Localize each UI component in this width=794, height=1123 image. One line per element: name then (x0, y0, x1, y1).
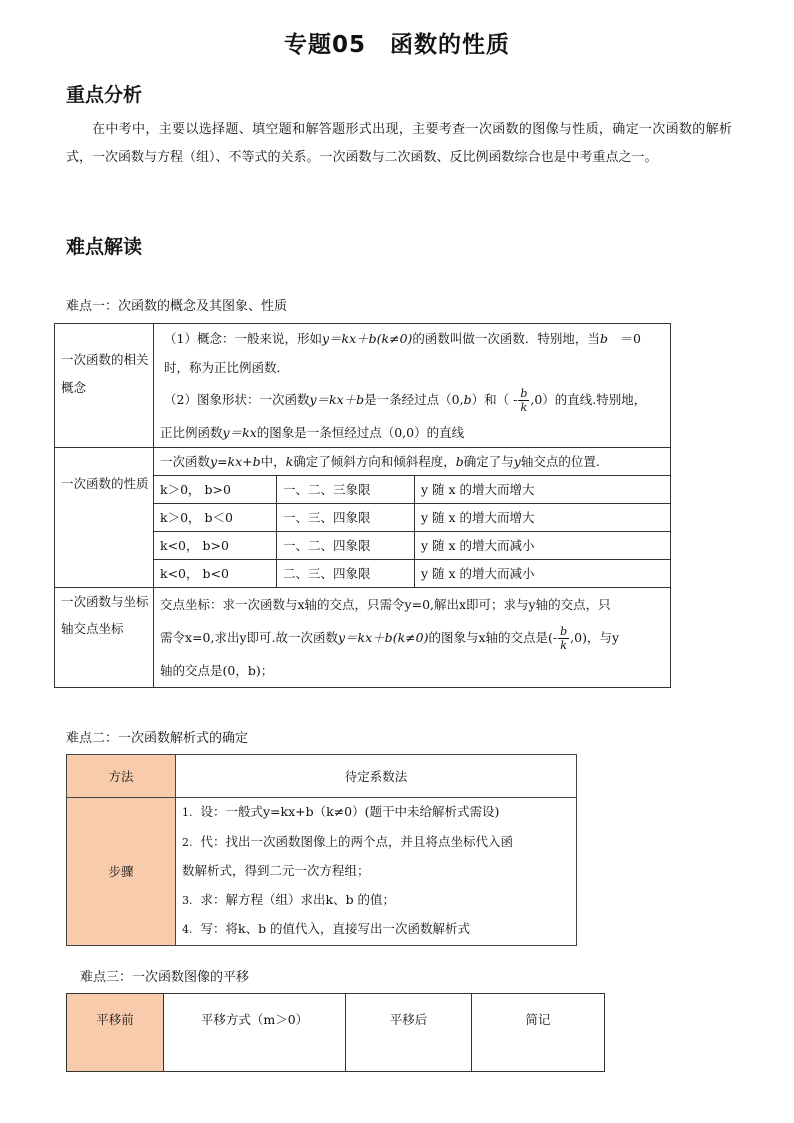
property-quadrants: 一、三、四象限 (277, 504, 415, 532)
intersection-line-3: 轴的交点是(0，b)； (160, 663, 274, 678)
concept-cell (154, 324, 671, 448)
section-heading-key-analysis: 重点分析 (66, 84, 143, 106)
key-analysis-paragraph: 在中考中，主要以选择题、填空题和解答题形式出现，主要考查一次函数的图像与性质，确定一次函数的解析式，一次函数与方程（组）、不等式的关系。一次函数与二次函数、反比例函数综合也是中考重点之一。 (66, 122, 732, 165)
fraction-b-over-k-2: $\frac{b}{k}$ (560, 625, 568, 652)
intersection-line-1: 交点坐标：求一次函数与x轴的交点，只需令y=0,解出x即可；求与y轴的交点，只 (160, 597, 611, 612)
concept-line-1: （1）概念：一般来说，形如y＝kx＋b(k≠0)的函数叫做一次函数．特别地，当b ＝0 时，称为正比例函数． (164, 331, 641, 375)
header-before-translation: 平移前 (67, 994, 164, 1072)
fraction-b-over-k: $\frac{b}{k}$ (520, 387, 528, 414)
header-after-translation: 平移后 (346, 994, 472, 1072)
concept-line-2: （2）图象形状：一次函数y＝kx＋b是一条经过点（0,b）和（ - $\frac{b}{k}$ ,0）的直线.特别地， (164, 387, 647, 414)
linear-function-concept-table (54, 323, 671, 688)
header-shorthand: 简记 (472, 994, 605, 1072)
intersection-label: 一次函数与坐标轴交点坐标 (55, 588, 154, 688)
property-condition: k<0， b<0 (154, 560, 277, 588)
analytic-expression-method-table (66, 754, 577, 946)
difficulty-3-caption: 难点三：一次函数图像的平移 (80, 970, 250, 985)
property-trend: y 随 x 的增大而增大 (415, 504, 671, 532)
step-item: 数解析式，得到二元一次方程组； (182, 863, 370, 878)
steps-label: 步骤 (67, 798, 176, 946)
property-condition: k＞0， b＜0 (154, 504, 277, 532)
page-title: 专题05 函数的性质 (283, 32, 510, 58)
property-intro: 一次函数y=kx+b中，k确定了倾斜方向和倾斜程度，b确定了与y轴交点的位置. (154, 448, 671, 476)
property-label: 一次函数的性质 (55, 448, 154, 588)
property-quadrants: 一、二、四象限 (277, 532, 415, 560)
step-item: 1. 设：一般式y=kx+b（k≠0）(题干中未给解析式需设) (182, 804, 500, 819)
concept-line-3: 正比例函数y＝kx的图象是一条恒经过点（0,0）的直线 (160, 425, 465, 440)
header-translation-method: 平移方式（m＞0） (164, 994, 346, 1072)
intersection-line-2: 需令x=0,求出y即可.故一次函数y＝kx＋b(k≠0)的图象与x轴的交点是(- $\frac{b}{k}$ ,0)，与y (160, 625, 620, 652)
intersection-cell (154, 588, 671, 688)
method-value: 待定系数法 (176, 755, 577, 798)
translation-table (66, 993, 605, 1072)
concept-label: 一次函数的相关概念 (55, 324, 154, 448)
method-label: 方法 (67, 755, 176, 798)
step-item: 2. 代：找出一次函数图像上的两个点，并且将点坐标代入函 (182, 833, 514, 849)
property-trend: y 随 x 的增大而增大 (415, 476, 671, 504)
section-heading-difficulties: 难点解读 (66, 236, 143, 258)
step-item: 4. 写：将k、b 的值代入，直接写出一次函数解析式 (182, 921, 471, 936)
step-item: 3. 求：解方程（组）求出k、b 的值； (182, 891, 396, 907)
property-condition: k<0， b>0 (154, 532, 277, 560)
property-trend: y 随 x 的增大而减小 (415, 560, 671, 588)
difficulty-1-caption: 难点一：次函数的概念及其图象、性质 (66, 299, 288, 314)
property-quadrants: 二、三、四象限 (277, 560, 415, 588)
property-condition: k＞0， b>0 (154, 476, 277, 504)
difficulty-2-caption: 难点二：一次函数解析式的确定 (66, 731, 249, 746)
property-quadrants: 一、二、三象限 (277, 476, 415, 504)
property-trend: y 随 x 的增大而减小 (415, 532, 671, 560)
steps-cell (176, 798, 577, 946)
